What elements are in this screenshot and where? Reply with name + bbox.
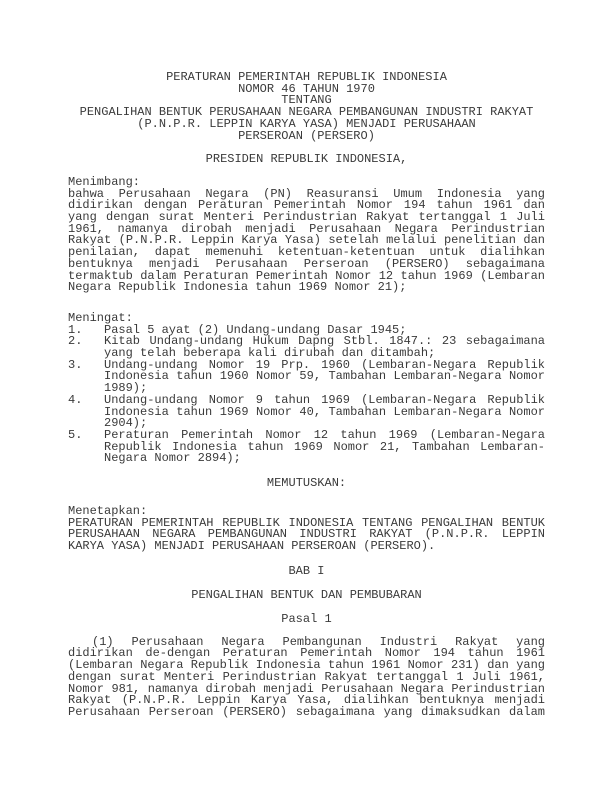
list-item-number: 3. <box>68 357 83 372</box>
menetapkan-section <box>68 503 545 553</box>
text-line: Negara Nomor 2894); <box>104 451 241 466</box>
doc-title <box>68 72 545 142</box>
text-line: didirikan dengan Peraturan Pemerintah Nomor 194 tahun 1961 dan <box>68 198 545 213</box>
text-line: 1961, namanya dirobah menjadi Perusahaan Negara Perindustrian <box>68 221 545 236</box>
text-line: 1989); <box>104 381 148 396</box>
memutuskan-heading <box>68 478 545 490</box>
text-line: PERATURAN PEMERINTAH REPUBLIK INDONESIA TENTANG PENGALIHAN BENTUK <box>68 515 545 530</box>
mengingat-section-item-4 <box>68 392 545 431</box>
text-line: KARYA YASA) MENJADI PERUSAHAAN PERSEROAN (PERSERO). <box>68 538 436 553</box>
text-line: Pasal 1 <box>281 611 332 626</box>
text-line: (P.N.P.R. LEPPIN KARYA YASA) MENJADI PERUSAHAAN <box>137 116 476 131</box>
text-line: Republik Indonesia tahun 1969 Nomor 21, Tambahan Lembaran- <box>104 439 545 454</box>
mengingat-section-item-2 <box>68 336 545 359</box>
text-line: Undang-undang Nomor 9 tahun 1969 (Lembaran-Negara Republik <box>104 392 545 407</box>
bab-1-heading <box>68 563 545 578</box>
text-line: bentuknya menjadi Perusahaan Perseroan (PERSERO) sebagaimana <box>68 256 545 271</box>
mengingat-section <box>68 310 545 466</box>
text-line: (1) Perusahaan Negara Pembangunan Industri Rakyat yang <box>92 634 545 649</box>
text-line: (Lembaran Negara Republik Indonesia tahun 1961 Nomor 231) dan yang <box>68 658 545 673</box>
text-line: Indonesia tahun 1969 Nomor 40, Tambahan Lembaran-Negara Nomor <box>104 404 545 419</box>
mengingat-section-item-5 <box>68 427 545 466</box>
text-line: MEMUTUSKAN: <box>266 476 347 491</box>
pasal-1-paragraph <box>68 634 545 719</box>
text-line: didirikan de-dengan Peraturan Pemerintah Nomor 194 tahun 1961 <box>68 646 545 661</box>
list-item-number: 2. <box>68 334 83 349</box>
mengingat-section-item-3 <box>68 357 545 396</box>
text-line: PRESIDEN REPUBLIK INDONESIA, <box>205 151 408 166</box>
regulation-document <box>68 72 545 719</box>
menimbang-section-label: Menimbang: <box>68 174 141 189</box>
menetapkan-section-label: Menetapkan: <box>68 503 148 518</box>
list-item-number: 1. <box>68 322 83 337</box>
pasal-1-heading <box>68 611 545 626</box>
text-line: bahwa Perusahaan Negara (PN) Reasuransi Umum Indonesia yang <box>68 186 545 201</box>
text-line: TENTANG <box>281 93 332 108</box>
text-line: PENGALIHAN BENTUK DAN PEMBUBARAN <box>191 588 422 603</box>
text-line: Peraturan Pemerintah Nomor 12 tahun 1969 (Lembaran-Negara <box>104 427 545 442</box>
text-line: Rakyat (P.N.P.R. Leppin Karya Yasa, dialihkan bentuknya menjadi <box>68 693 545 708</box>
text-line: PERSEROAN (PERSERO) <box>238 128 375 143</box>
bab-1-subject <box>68 590 545 602</box>
mengingat-section-label: Meningat: <box>68 310 133 325</box>
text-line: dengan surat Menteri Perindustrian Rakyat tertanggal 1 Juli 1961, <box>68 669 545 684</box>
text-line: Negara Republik Indonesia tahun 1969 Nomor 21); <box>68 280 407 295</box>
text-line: BAB I <box>288 563 325 578</box>
text-line: Perusahaan Perseroan (PERSERO) sebagaimana yang dimaksudkan dalam <box>68 704 545 719</box>
text-line: termaktub dalam Peraturan Pemerintah Nomor 12 tahun 1969 (Lembaran <box>68 268 545 283</box>
text-line: Kitab Undang-undang Hukum Dapng Stbl. 1847.: 23 sebagaimana <box>104 334 545 349</box>
text-line: 2904); <box>104 416 148 431</box>
list-item-number: 4. <box>68 392 83 407</box>
president-heading <box>68 151 545 166</box>
text-line: Pasal 5 ayat (2) Undang-undang Dasar 1945; <box>104 322 407 337</box>
menimbang-section <box>68 174 545 295</box>
text-line: PERATURAN PEMERINTAH REPUBLIK INDONESIA <box>166 70 447 84</box>
text-line: Nomor 981, namanya dirobah menjadi Perusahaan Negara Perindustrian <box>68 681 545 696</box>
text-line: PERUSAHAAN NEGARA PEMBANGUNAN INDUSTRI RAKYAT (P.N.P.R. LEPPIN <box>68 527 545 542</box>
text-line: Indonesia tahun 1960 Nomor 59, Tambahan Lembaran-Negara Nomor <box>104 369 545 384</box>
text-line: penilaian, dapat memenuhi ketentuan-ketentuan untuk dialihkan <box>68 245 545 260</box>
text-line: yang dengan surat Menteri Perindustrian Rakyat tertanggal 1 Juli <box>68 210 545 225</box>
text-line: yang telah beberapa kali dirubah dan ditambah; <box>104 346 436 361</box>
text-line: Rakyat (P.N.P.R. Leppin Karya Yasa) setelah melalui penelitian dan <box>68 233 545 248</box>
list-item-number: 5. <box>68 427 83 442</box>
text-line: Undang-undang Nomor 19 Prp. 1960 (Lembaran-Negara Republik <box>104 357 545 372</box>
text-line: PENGALIHAN BENTUK PERUSAHAAN NEGARA PEMBANGUNAN INDUSTRI RAKYAT <box>79 105 534 120</box>
text-line: NOMOR 46 TAHUN 1970 <box>238 81 375 96</box>
